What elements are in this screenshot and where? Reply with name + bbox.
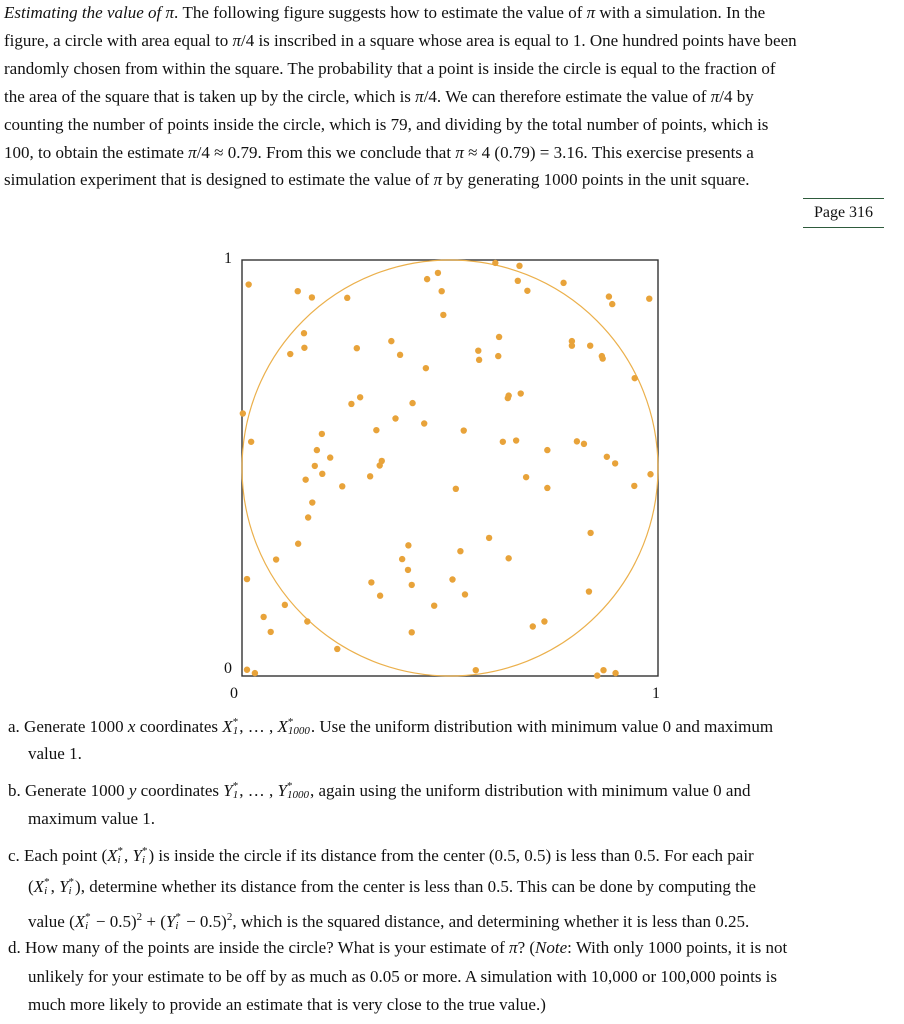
superscript: *: [117, 845, 124, 858]
subscript: i: [68, 885, 72, 898]
math-variable: Y: [59, 877, 69, 896]
item-b-line: [28, 809, 155, 829]
sub-superscript: [69, 878, 75, 896]
data-point: [373, 427, 379, 433]
data-point: [476, 357, 482, 363]
text-run: ? (: [517, 938, 536, 957]
item-d-line: [28, 995, 546, 1015]
inscribed-circle: [242, 260, 658, 676]
data-point: [496, 334, 502, 340]
data-point: [518, 390, 524, 396]
item-a-line: [28, 744, 82, 764]
superscript: *: [85, 911, 91, 924]
text-run: , … ,: [239, 717, 278, 736]
data-point: [405, 567, 411, 573]
data-point: [309, 499, 315, 505]
text-run: counting the number of points inside the circle, which is 79, and dividing by the total number of points, which is: [4, 115, 769, 134]
item-b-line: [8, 781, 750, 801]
data-point: [604, 454, 610, 460]
text-run: simulation experiment that is designed to estimate the value of: [4, 170, 434, 189]
data-point: [305, 514, 311, 520]
data-point: [587, 342, 593, 348]
data-point: [524, 288, 530, 294]
data-point: [632, 375, 638, 381]
data-point: [397, 352, 403, 358]
data-point: [505, 395, 511, 401]
intro-line: [4, 59, 776, 79]
text-run: d. How many of the points are inside the circle? What is your estimate of: [8, 938, 510, 957]
exponent: 2: [226, 911, 233, 923]
data-point: [453, 486, 459, 492]
text-run: − 0.5): [91, 912, 137, 931]
text-run: : With only 1000 points, it is not: [567, 938, 788, 957]
subscript: i: [44, 885, 48, 898]
data-point: [344, 295, 350, 301]
text-run: with a simulation. In the: [595, 3, 766, 22]
data-point: [388, 338, 394, 344]
text-run: coordinates: [136, 781, 224, 800]
math-variable: X: [33, 877, 45, 896]
superscript: *: [142, 845, 148, 858]
data-point: [309, 294, 315, 300]
superscript: *: [286, 780, 293, 793]
data-point: [301, 345, 307, 351]
sub-superscript: [233, 782, 239, 800]
data-point: [339, 483, 345, 489]
data-point: [523, 474, 529, 480]
text-run: /4 is inscribed in a square whose area is equal to 1. One hundred points have been: [240, 31, 797, 50]
data-point: [431, 602, 437, 608]
math-variable: X: [222, 717, 233, 736]
item-d-line: [28, 967, 777, 987]
item-c-line: [8, 846, 754, 866]
data-point: [319, 471, 325, 477]
data-point: [631, 483, 637, 489]
text-run: a. Generate 1000: [8, 717, 128, 736]
data-point: [569, 342, 575, 348]
italic-text: π: [586, 3, 596, 22]
data-point: [560, 280, 566, 286]
sub-superscript: [142, 847, 148, 865]
italic-text: π: [509, 938, 518, 957]
data-point: [357, 394, 363, 400]
text-run: maximum value 1.: [28, 809, 156, 828]
intro-line: [4, 87, 754, 107]
exponent: 2: [136, 911, 143, 923]
subscript: i: [142, 854, 146, 867]
sub-superscript: [44, 878, 50, 896]
data-point: [435, 270, 441, 276]
data-point: [282, 602, 288, 608]
math-variable: Y: [132, 846, 142, 865]
data-point: [587, 530, 593, 536]
data-point: [612, 460, 618, 466]
text-run: figure, a circle with area equal to: [4, 31, 233, 50]
data-point: [438, 288, 444, 294]
italic-text: π: [433, 170, 443, 189]
y-tick-label: 0: [224, 660, 232, 677]
data-point: [334, 646, 340, 652]
intro-line: [4, 170, 750, 190]
text-run: , which is the squared distance, and determining whether it is less than 0.25.: [232, 912, 750, 931]
italic-text: y: [128, 781, 137, 800]
subscript: 1000: [286, 789, 309, 802]
data-point: [327, 454, 333, 460]
page-number-label: Page 316: [803, 198, 884, 228]
data-point: [421, 420, 427, 426]
italic-text: π: [415, 87, 424, 106]
data-point: [475, 347, 481, 353]
unit-square: [242, 260, 658, 676]
data-point: [304, 618, 310, 624]
text-run: value 1.: [28, 744, 82, 763]
superscript: *: [44, 876, 50, 889]
math-variable: Y: [165, 912, 176, 931]
intro-line: [4, 31, 797, 51]
data-point: [599, 355, 605, 361]
data-point: [612, 670, 618, 676]
text-run: value (: [28, 912, 75, 931]
data-point: [457, 548, 463, 554]
data-point: [462, 591, 468, 597]
data-point: [586, 588, 592, 594]
data-point: [409, 629, 415, 635]
data-point: [312, 463, 318, 469]
sub-superscript: [118, 847, 124, 865]
data-point: [544, 485, 550, 491]
data-point: [405, 542, 411, 548]
data-point: [273, 556, 279, 562]
data-point: [594, 672, 600, 678]
text-run: 100, to obtain the estimate: [4, 143, 189, 162]
text-run: by generating 1000 points in the unit square.: [442, 170, 750, 189]
data-point: [409, 582, 415, 588]
italic-text: Note: [535, 938, 568, 957]
data-point: [348, 401, 354, 407]
data-point: [409, 400, 415, 406]
subscript: i: [85, 920, 89, 933]
data-point: [544, 447, 550, 453]
data-point: [368, 579, 374, 585]
data-point: [609, 301, 615, 307]
subscript: i: [175, 920, 179, 933]
data-point: [606, 293, 612, 299]
y-tick-label: 1: [224, 250, 232, 267]
intro-line: [4, 3, 765, 23]
data-point: [530, 623, 536, 629]
data-point: [574, 438, 580, 444]
text-run: − 0.5): [181, 912, 227, 931]
text-run: , again using the uniform distribution with minimum value 0 and: [309, 781, 751, 800]
data-point: [492, 260, 498, 266]
text-run: unlikely for your estimate to be off by as much as 0.05 or more. A simulation with 10,000 or 100,000 points is: [28, 967, 778, 986]
superscript: *: [232, 716, 239, 729]
math-variable: Y: [277, 781, 287, 800]
data-point: [244, 667, 250, 673]
superscript: *: [175, 911, 181, 924]
data-point: [513, 437, 519, 443]
intro-line: [4, 143, 754, 163]
data-point: [473, 667, 479, 673]
sub-superscript: [288, 718, 310, 736]
data-point: [500, 439, 506, 445]
data-point: [248, 439, 254, 445]
math-variable: X: [277, 717, 288, 736]
text-run: + (: [142, 912, 166, 931]
intro-line: [4, 115, 768, 135]
text-run: randomly chosen from within the square. The probability that a point is inside the circle is equal to the fraction of: [4, 59, 776, 78]
data-point: [516, 263, 522, 269]
text-run: coordinates: [135, 717, 223, 736]
text-run: /4. We can therefore estimate the value of: [423, 87, 711, 106]
data-point: [399, 556, 405, 562]
data-point: [244, 576, 250, 582]
text-run: /4 by: [719, 87, 754, 106]
data-point: [647, 471, 653, 477]
data-point: [486, 535, 492, 541]
item-c-line: [28, 877, 756, 897]
text-run: , … ,: [239, 781, 278, 800]
subscript: 1: [232, 725, 239, 738]
math-variable: Y: [223, 781, 233, 800]
data-point: [245, 281, 251, 287]
scatter-plot: [0, 240, 904, 710]
text-run: ,: [50, 877, 60, 896]
data-point: [367, 473, 373, 479]
text-run: the area of the square that is taken up by the circle, which is: [4, 87, 416, 106]
x-tick-label: 0: [230, 685, 238, 702]
data-point: [440, 312, 446, 318]
data-point: [495, 353, 501, 359]
data-point: [646, 295, 652, 301]
data-point: [268, 629, 274, 635]
data-point: [424, 276, 430, 282]
text-run: ), determine whether its distance from the center is less than 0.5. This can be done by computing the: [75, 877, 756, 896]
data-point: [376, 462, 382, 468]
subscript: 1: [232, 789, 239, 802]
text-run: /4 ≈ 0.79. From this we conclude that: [196, 143, 456, 162]
italic-text: π: [232, 31, 241, 50]
superscript: *: [232, 780, 239, 793]
text-run: ) is inside the circle if its distance from the center (0.5, 0.5) is less than 0.5. For each pair: [148, 846, 754, 865]
data-point: [260, 614, 266, 620]
data-point: [295, 541, 301, 547]
data-point: [423, 365, 429, 371]
data-point: [600, 667, 606, 673]
superscript: *: [68, 876, 75, 889]
text-run: b. Generate 1000: [8, 781, 129, 800]
italic-text: π: [710, 87, 720, 106]
data-point: [319, 431, 325, 437]
x-tick-label: 1: [652, 685, 660, 702]
data-point: [240, 410, 246, 416]
italic-text: π: [188, 143, 197, 162]
text-run: c. Each point (: [8, 846, 108, 865]
data-point: [515, 278, 521, 284]
sub-superscript: [287, 782, 309, 800]
italic-text: Estimating the value of π: [4, 3, 174, 22]
data-point: [314, 447, 320, 453]
subscript: 1000: [287, 725, 310, 738]
data-point: [505, 555, 511, 561]
text-run: much more likely to provide an estimate that is very close to the true value.): [28, 995, 546, 1014]
sub-superscript: [85, 913, 91, 931]
item-c-line: [28, 907, 749, 932]
item-d-line: [8, 938, 787, 958]
data-point: [295, 288, 301, 294]
text-run: (: [28, 877, 34, 896]
data-point: [461, 427, 467, 433]
sub-superscript: [175, 913, 181, 931]
data-point: [581, 441, 587, 447]
data-point: [287, 351, 293, 357]
italic-text: π: [455, 143, 464, 162]
math-variable: X: [74, 912, 86, 931]
sub-superscript: [233, 718, 239, 736]
data-point: [541, 618, 547, 624]
text-run: ≈ 4 (0.79) = 3.16. This exercise presents a: [463, 143, 754, 162]
text-run: ,: [124, 846, 133, 865]
data-point: [354, 345, 360, 351]
subscript: i: [117, 854, 121, 867]
text-run: . Use the uniform distribution with minimum value 0 and maximum: [310, 717, 774, 736]
data-point: [301, 330, 307, 336]
math-variable: X: [107, 846, 118, 865]
data-point: [377, 593, 383, 599]
data-point: [392, 415, 398, 421]
item-a-line: [8, 717, 773, 737]
monte-carlo-figure: [0, 240, 904, 715]
italic-text: x: [127, 717, 136, 736]
data-point: [449, 576, 455, 582]
data-point: [302, 476, 308, 482]
text-run: . The following figure suggests how to estimate the value of: [174, 3, 587, 22]
data-point: [252, 670, 258, 676]
superscript: *: [287, 716, 294, 729]
